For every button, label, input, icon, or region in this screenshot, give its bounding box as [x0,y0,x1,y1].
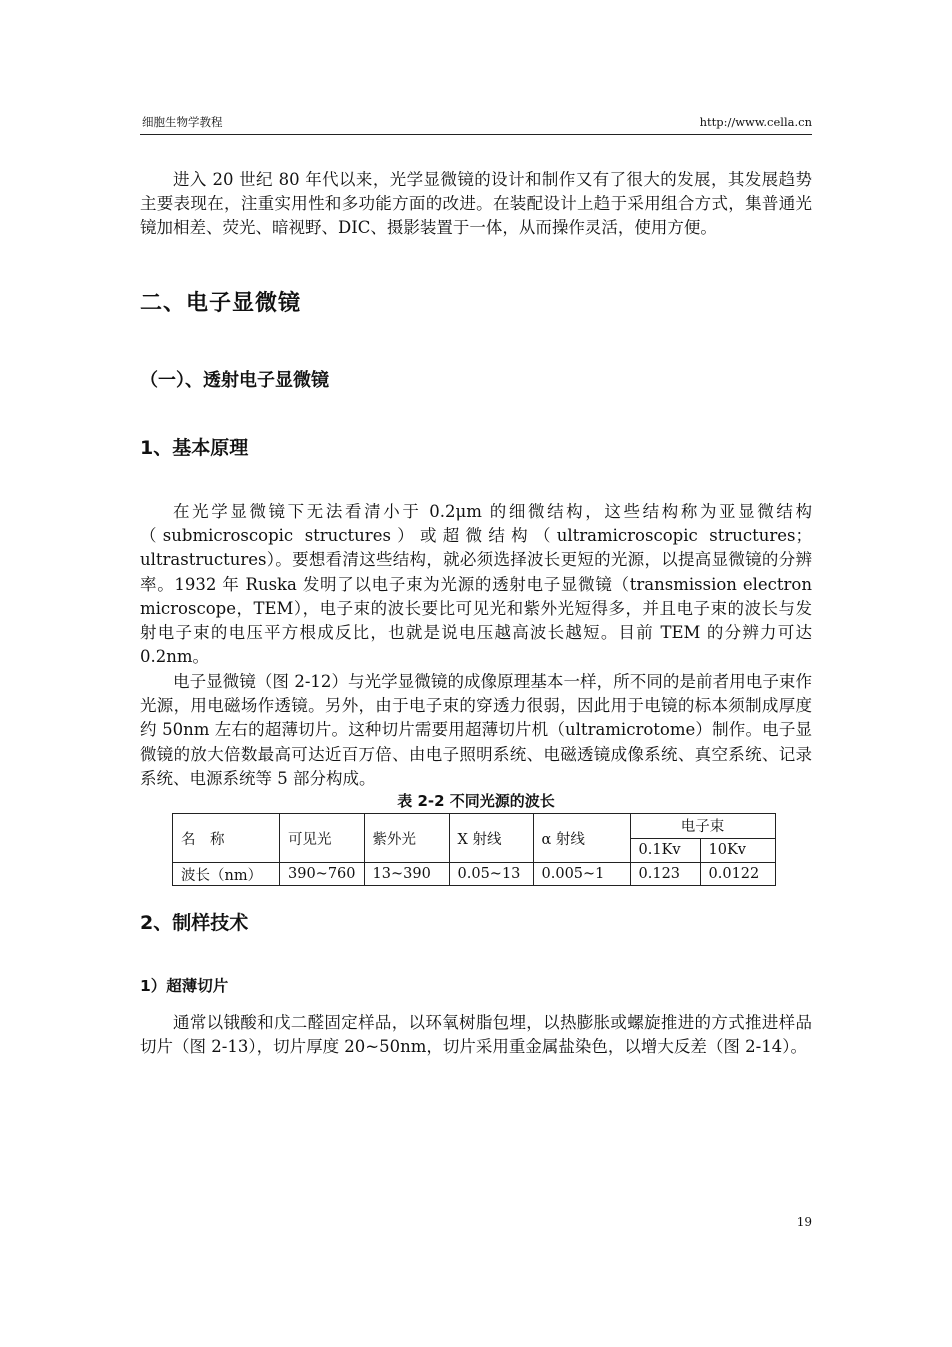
header-cell-group: 电子束 [630,814,775,839]
heading-basic-principle: 1、基本原理 [140,437,249,459]
subheader-cell: 10Kv [700,838,775,863]
paragraph-resolution: 在光学显微镜下无法看清小于 0.2μm 的细微结构，这些结构称为亚显微结构（submicroscopic structures）或超微结构（ultramicroscopic structures；ultrastructures）。要想看清这些结构，就必须选择波长更短的光源，以提高显微镜的分辨率。1932 年 Ruska 发明了以电子束为光源的透射电子显微镜（transmission electron microscope，TEM），电子束的波长要比可见光和紫外光短得多，并且电子束的波长与发射电子束的电压平方根成反比，也就是说电压越高波长越短。目前 TEM 的分辨力可达 0.2nm。 [140,502,812,667]
header-cell: X 射线 [449,814,533,863]
header-cell-name: 名 称 [173,814,280,863]
table-row [173,863,776,886]
header-cell: α 射线 [533,814,630,863]
heading-sample-prep: 2、制样技术 [140,912,249,934]
value-cell: 0.05~13 [449,863,533,886]
row-label-cell: 波长（nm） [173,863,280,886]
header-title: 细胞生物学教程 [142,115,223,129]
paragraph-em-principle: 电子显微镜（图 2-12）与光学显微镜的成像原理基本一样，所不同的是前者用电子束作光源，用电磁场作透镜。另外，由于电子束的穿透力很弱，因此用于电镜的标本须制成厚度约 50nm 左右的超薄切片。这种切片需要用超薄切片机（ultramicrotome）制作。电子显微镜的放大倍数最高可达近百万倍、由电子照明系统、电磁透镜成像系统、真空系统、记录系统、电源系统等 5 部分构成。 [140,672,812,788]
header-cell: 紫外光 [364,814,449,863]
value-cell: 0.123 [630,863,700,886]
value-cell: 0.005~1 [533,863,630,886]
heading-ultrathin-section: 1）超薄切片 [140,977,229,995]
header-url: http://www.cella.cn [699,115,812,129]
value-cell: 390~760 [280,863,365,886]
table-caption: 表 2-2 不同光源的波长 [397,792,555,810]
paragraph-ultrathin-method: 通常以锇酸和戊二醛固定样品，以环氧树脂包埋，以热膨胀或螺旋推进的方式推进样品切片（图 2-13），切片厚度 20~50nm，切片采用重金属盐染色，以增大反差（图 2-14）。 [140,1013,812,1057]
table-header-row [173,814,776,839]
page-number: 19 [796,1215,812,1229]
subsection-heading: （一）、透射电子显微镜 [140,370,329,391]
subheader-cell: 0.1Kv [630,838,700,863]
section-heading: 二、电子显微镜 [140,291,302,316]
value-cell: 0.0122 [700,863,775,886]
header-cell: 可见光 [280,814,365,863]
wavelength-table [172,813,776,886]
paragraph-optical-development: 进入 20 世纪 80 年代以来，光学显微镜的设计和制作又有了很大的发展，其发展趋势主要表现在，注重实用性和多功能方面的改进。在装配设计上趋于采用组合方式，集普通光镜加相差、荧光、暗视野、DIC、摄影装置于一体，从而操作灵活，使用方便。 [140,170,812,238]
value-cell: 13~390 [364,863,449,886]
running-header [140,114,812,135]
